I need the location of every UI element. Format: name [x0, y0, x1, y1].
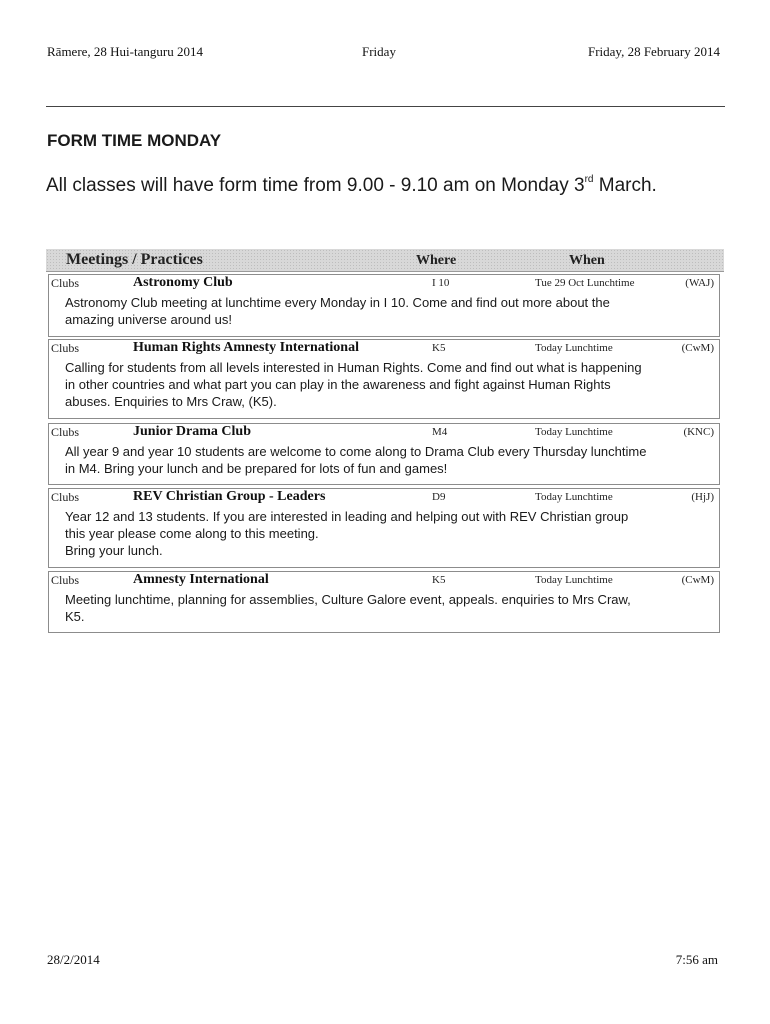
footer-date: 28/2/2014: [47, 952, 100, 967]
entry-staff-code: (HjJ): [691, 491, 714, 503]
entry-description: Calling for students from all levels interested in Human Rights. Come and find out what is happening in other countries and what part you can play in the awareness and fight against Human Rights abuses. Enquiries to Mrs Craw, (K5).: [65, 360, 642, 409]
entry-location: K5: [432, 342, 446, 354]
entry-title: Amnesty International: [133, 572, 269, 587]
entry-category: Clubs: [51, 490, 80, 504]
entry-title: Astronomy Club: [133, 275, 233, 290]
entry-amnesty-international: [48, 571, 720, 633]
header-weekday: Friday: [362, 44, 396, 59]
entry-category: Clubs: [51, 276, 80, 290]
header-maori-date: Rāmere, 28 Hui-tanguru 2014: [47, 44, 203, 59]
header-date: Friday, 28 February 2014: [587, 44, 720, 59]
entry-astronomy-club: [48, 274, 720, 337]
entry-title: Human Rights Amnesty International: [133, 340, 359, 355]
entry-title: REV Christian Group - Leaders: [133, 489, 326, 504]
entry-category: Clubs: [51, 341, 80, 355]
entry-description: Year 12 and 13 students. If you are interested in leading and helping out with REV Christian group this year please come along to this meeting. Bring your lunch.: [65, 509, 629, 558]
entry-human-rights-amnesty: [48, 339, 720, 419]
entry-location: K5: [432, 574, 446, 586]
entry-staff-code: (KNC): [683, 426, 714, 438]
entry-rev-christian-group: [48, 488, 720, 568]
entry-staff-code: (CwM): [681, 574, 714, 586]
entry-time: Tue 29 Oct Lunchtime: [535, 277, 635, 289]
where-column-label: Where: [416, 253, 457, 268]
entry-location: M4: [432, 426, 448, 438]
notice-body-end: March.: [593, 175, 657, 196]
notice-body-text: All classes will have form time from 9.00 - 9.10 am on Monday 3: [46, 175, 585, 196]
meetings-section: [46, 249, 724, 624]
entry-time: Today Lunchtime: [535, 426, 613, 438]
notice-title: FORM TIME MONDAY: [47, 131, 222, 150]
entry-category: Clubs: [51, 425, 80, 439]
entry-category: Clubs: [51, 573, 80, 587]
entry-time: Today Lunchtime: [535, 491, 613, 503]
entry-description: Astronomy Club meeting at lunchtime every Monday in I 10. Come and find out more about the amazing universe around us!: [65, 295, 610, 327]
entry-staff-code: (WAJ): [685, 277, 714, 289]
entry-junior-drama-club: [48, 423, 720, 485]
entry-time: Today Lunchtime: [535, 574, 613, 586]
entry-location: D9: [432, 491, 446, 503]
entry-location: I 10: [432, 277, 450, 289]
entry-time: Today Lunchtime: [535, 342, 613, 354]
notice-body: [46, 175, 657, 197]
when-column-label: When: [569, 253, 605, 268]
entry-description: Meeting lunchtime, planning for assemblies, Culture Galore event, appeals. enquiries to Mrs Craw, K5.: [65, 592, 631, 624]
entry-title: Junior Drama Club: [133, 424, 251, 439]
notice-body-ordinal: rd: [584, 174, 594, 185]
section-header: [46, 249, 724, 272]
entry-staff-code: (CwM): [681, 342, 714, 354]
header-divider: [46, 106, 725, 107]
entry-description: All year 9 and year 10 students are welcome to come along to Drama Club every Thursday lunchtime in M4. Bring your lunch and be prepared for lots of fun and games!: [65, 444, 647, 476]
footer-time: 7:56 am: [675, 952, 718, 967]
section-title: Meetings / Practices: [66, 251, 203, 268]
